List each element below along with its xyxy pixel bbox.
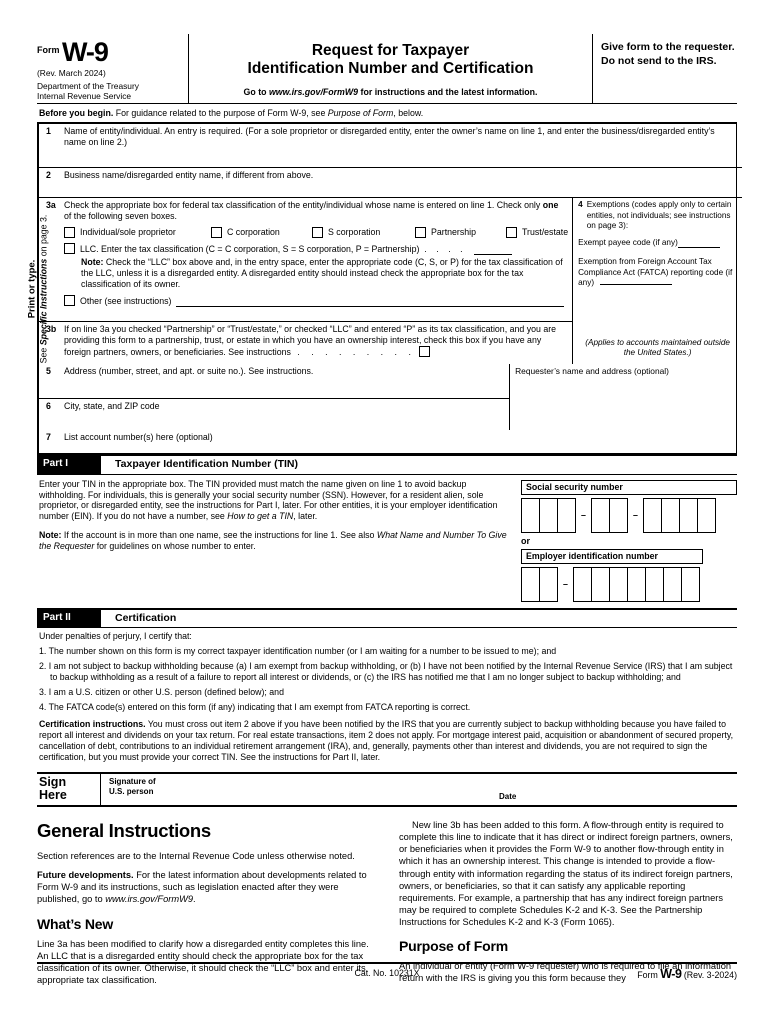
irs-url-italic: www.irs.gov/FormW9 [105, 894, 194, 905]
future-developments-text2: . [193, 894, 196, 905]
option-individual-label: Individual/sole proprietor [80, 227, 176, 238]
goto-prefix: Go to [243, 86, 269, 97]
line6-city-state-zip-field[interactable] [39, 399, 509, 430]
requester-name-address-field[interactable] [509, 364, 742, 430]
fatca-code-entry[interactable] [600, 284, 672, 285]
line7-number: 7 [46, 432, 51, 443]
tin-instructions-paragraph [39, 479, 509, 523]
line3b-foreign-partners-section [39, 322, 572, 364]
option-partnership-label: Partnership [431, 227, 476, 238]
see-prefix: See [38, 345, 49, 364]
ssn-dash: – [581, 509, 586, 520]
checkbox-s-corporation[interactable] [312, 227, 323, 238]
line2-number: 2 [46, 170, 51, 181]
ein-label-box: Employer identification number [521, 549, 703, 564]
tin-note-paragraph [39, 530, 509, 552]
or-label: or [521, 535, 530, 546]
date-label: Date [499, 792, 517, 802]
option-s-corporation-label: S corporation [328, 227, 381, 238]
whats-new-paragraph-2: New line 3b has been added to this form. A flow-through entity is required to complete this line to indicate that it has direct or indirect foreign partners, owners, or beneficiaries when it provides the Form W-9 to another flow-through entity in which it has an ownership interest. This change is intended to provide a flow-through entity with information regarding the status of its indirect foreign partners, owners, or beneficiaries, so that it can satisfy any applicable reporting requirements. For example, a partnership that has any indirect foreign partners may be required to complete Schedules K-2 and K-3. See the Partnership Instructions for Schedules K-2 and K-3 (Form 1065). [399, 820, 733, 927]
part1-body [37, 475, 737, 608]
option-trust-estate [506, 227, 568, 238]
page3-suffix: on page 3. [38, 214, 49, 259]
line3b-label: If on line 3a you checked “Partnership” or “Trust/estate,” or checked “LLC” and entered “P” as its tax classification, and you are providing this form to a partnership, trust, or estate in which you have an ownership interest, check this box if you have any foreign partners, owners, or beneficiaries. See instructions [64, 324, 557, 358]
llc-dot-leader: . . . . [424, 244, 463, 255]
tin-note-bold: Note: [39, 530, 62, 541]
ssn-dash: – [633, 509, 638, 520]
catalog-number: Cat. No. 10231X [354, 968, 420, 978]
whats-new-title: What’s New [37, 915, 114, 932]
line6-number: 6 [46, 401, 51, 412]
ssn-digit-cell[interactable] [521, 498, 540, 533]
exemptions-intro: Exemptions (codes apply only to certain entities, not individuals; see instructions on page 3): [586, 200, 732, 230]
fatca-exemption-label [578, 257, 737, 288]
box4-number: 4 [578, 200, 583, 210]
line5-label: Address (number, street, and apt. or suite no.). See instructions. [64, 366, 314, 377]
ein-digit-cell[interactable] [663, 567, 682, 602]
option-c-corporation [211, 227, 312, 238]
specific-instructions-emph: Specific Instructions [38, 258, 49, 346]
goto-instructions-line [197, 87, 584, 98]
ein-digit-cell[interactable] [609, 567, 628, 602]
us-person-label: U.S. person [109, 787, 154, 797]
option-s-corporation [312, 227, 415, 238]
part2-header-bar [37, 608, 737, 628]
line1-name-field[interactable] [39, 124, 742, 168]
certification-intro: Under penalties of perjury, I certify that: [39, 630, 192, 641]
before-begin-text2: , below. [393, 108, 424, 119]
before-you-begin-line [37, 104, 737, 122]
ein-digit-cell[interactable] [539, 567, 558, 602]
general-instructions-title: General Instructions [37, 820, 211, 842]
sign-label-line2: Here [39, 788, 67, 803]
purpose-of-form-paragraph: An individual or entity (Form W-9 requester) who is required to file an information return with the IRS is giving you this form because they [399, 961, 732, 984]
page-footer [37, 962, 737, 984]
specific-instructions-label [38, 134, 49, 444]
checkbox-c-corporation[interactable] [211, 227, 222, 238]
certification-item-1: 1. The number shown on this form is my correct taxpayer identification number (or I am waiting for a number to be issued to me); and [39, 645, 557, 656]
checkbox-individual-sole-proprietor[interactable] [64, 227, 75, 238]
ssn-digit-cell[interactable] [591, 498, 610, 533]
llc-option-row [64, 243, 568, 255]
tin-note-text2: for guidelines on whose number to enter. [94, 541, 256, 552]
irs-url-link[interactable]: www.irs.gov/FormW9 [268, 86, 359, 97]
form-title-line1: Request for Taxpayer [311, 42, 470, 59]
tin-instructions-text: Enter your TIN in the appropriate box. The TIN provided must match the name given on line 1 to avoid backup withholding. For individuals, this is generally your social security number (SSN). However, for a resident alien, sole proprietor, or disregarded entity, see the instructions for Part I, later. For other entities, it is your employer identification number (EIN). If you do not have a number, see [39, 478, 498, 522]
line1-number: 1 [46, 126, 51, 137]
checkbox-foreign-partners[interactable] [419, 346, 430, 357]
print-or-type-label: Print or type. [26, 259, 38, 319]
classification-options-row [64, 227, 568, 238]
line3a-classification-section [39, 198, 572, 322]
signature-entry[interactable] [156, 774, 497, 806]
purpose-of-form-reference: Purpose of Form [327, 108, 394, 119]
line3b-dot-leader: . . . . . . . . . [297, 347, 411, 358]
what-name-number-ref: What Name and Number To Give the Requester [39, 530, 507, 552]
form-revision: (Rev. March 2024) [37, 67, 106, 78]
line3a-label [64, 200, 558, 221]
certification-item-3: 3. I am a U.S. citizen or other U.S. person (defined below); and [39, 686, 284, 697]
certification-instructions [39, 719, 737, 763]
requester-label: Requester’s name and address (optional) [515, 366, 669, 377]
taxpayer-info-table [26, 122, 737, 454]
purpose-of-form-title: Purpose of Form [399, 937, 509, 954]
before-begin-text: For guidance related to the purpose of Form W-9, see [113, 108, 328, 119]
whats-new-paragraph-1: Line 3a has been modified to clarify how a disregarded entity completes this line. An LLC that is a disregarded entity should check the appropriate box for the tax classification of its owner. Otherwise, it should check the “LLC” box and enter its appropriate tax classification. [37, 938, 369, 985]
ssn-label-box: Social security number [521, 480, 737, 495]
form-reference [637, 967, 737, 983]
line3a-number: 3a [46, 200, 56, 211]
ssn-digit-cell[interactable] [609, 498, 628, 533]
certification-item-4: 4. The FATCA code(s) entered on this form (if any) indicating that I am exempt from FATCA reporting is correct. [39, 701, 471, 712]
line6-label: City, state, and ZIP code [64, 401, 160, 412]
give-form-notice: Give form to the requester. Do not send to the IRS. [592, 34, 737, 103]
ein-dash: – [563, 578, 568, 589]
part2-body [37, 628, 737, 772]
certification-instructions-bold: Certification instructions. [39, 718, 146, 729]
form-title-block [189, 34, 592, 103]
checkbox-trust-estate[interactable] [506, 227, 517, 238]
line3b-number: 3b [46, 324, 57, 335]
agency-label: Internal Revenue Service [37, 91, 132, 102]
department-label: Department of the Treasury [37, 81, 139, 92]
tin-instructions-text2: , later. [293, 511, 318, 522]
certification-item-2: 2. I am not subject to backup withholding because (a) I am exempt from backup withholding, or (b) I have not been notified by the Internal Revenue Service (IRS) that I am subject to backup withholding as a result of a failure to report all interest or dividends, or (c) the IRS has notified me that I am no longer subject to backup withholding; and [39, 660, 733, 682]
form-word: Form [37, 45, 60, 55]
checkbox-llc[interactable] [64, 243, 75, 254]
line2-business-name-field[interactable] [39, 168, 742, 198]
part1-title: Taxpayer Identification Number (TIN) [115, 458, 298, 471]
ein-input-boxes [521, 567, 737, 602]
ein-digit-cell[interactable] [645, 567, 664, 602]
tin-note-text1: If the account is in more than one name, see the instructions for line 1. See also [61, 530, 377, 541]
other-option-label: Other (see instructions) [80, 296, 172, 307]
fatca-exemption-text: Exemption from Foreign Account Tax Compliance Act (FATCA) reporting code (if any) [578, 257, 733, 287]
other-classification-entry[interactable] [176, 306, 564, 307]
line3a-one-bold: one [542, 200, 559, 211]
date-entry[interactable] [497, 774, 737, 806]
form-title-line2: Identification Number and Certification [247, 59, 534, 77]
form-number: W-9 [61, 37, 108, 67]
future-developments-bold: Future developments. [37, 870, 134, 881]
checkbox-partnership[interactable] [415, 227, 426, 238]
ssn-digit-cell[interactable] [643, 498, 662, 533]
option-partnership [415, 227, 506, 238]
future-developments-text: For the latest information about developments related to Form W-9 and its instructions, such as legislation enacted after they were published, go to [37, 870, 367, 905]
line7-label: List account number(s) here (optional) [64, 432, 213, 443]
part1-header-bar [37, 454, 737, 474]
sign-label-line1: Sign [39, 774, 67, 789]
ein-digit-cell[interactable] [627, 567, 646, 602]
before-begin-bold: Before you begin. [39, 108, 114, 119]
part2-title: Certification [115, 611, 177, 624]
ssn-digit-cell[interactable] [661, 498, 680, 533]
line2-label: Business name/disregarded entity name, if different from above. [64, 170, 314, 181]
exempt-payee-code-entry[interactable] [678, 247, 720, 248]
ein-digit-cell[interactable] [521, 567, 540, 602]
goto-suffix: for instructions and the latest information. [358, 86, 538, 97]
line3a-text2: of the following seven boxes. [64, 211, 177, 222]
option-trust-estate-label: Trust/estate [522, 227, 569, 238]
llc-note [81, 257, 568, 290]
future-developments-paragraph [37, 869, 375, 905]
certification-instructions-text: You must cross out item 2 above if you have been notified by the IRS that you are currently subject to backup withholding because you have failed to report all interest and dividends on your tax return. For real estate transactions, item 2 does not apply. For mortgage interest paid, acquisition or abandonment of secured property, cancellation of debt, contributions to an individual retirement arrangement (IRA), and, generally, payments other than interest and dividends, you are not required to sign the certification, but you must provide your correct TIN. See the instructions for Part II, later. [39, 718, 734, 762]
ein-digit-cell[interactable] [573, 567, 592, 602]
signature-of-label: Signature of [109, 776, 156, 786]
form-ref-number: W-9 [660, 967, 682, 981]
print-or-type-sidebar [26, 124, 49, 453]
form-header [37, 34, 737, 104]
box4-exemptions-section [572, 198, 742, 364]
line5-number: 5 [46, 366, 51, 377]
exempt-payee-code-label: Exempt payee code (if any) [578, 238, 678, 248]
part2-label: Part II [37, 610, 101, 627]
checkbox-other[interactable] [64, 295, 75, 306]
form-identity-block [37, 34, 189, 103]
llc-note-text: Check the “LLC” box above and, in the entry space, enter the appropriate code (C, S, or P) for the tax classification of the LLC, unless it is a disregarded entity. A disregarded entity should instead check the appropriate box for the tax classification of its owner. [81, 257, 563, 290]
line5-address-field[interactable] [39, 364, 509, 399]
part1-label: Part I [37, 456, 101, 473]
ssn-digit-cell[interactable] [539, 498, 558, 533]
ssn-digit-cell[interactable] [679, 498, 698, 533]
line3a-text1: Check the appropriate box for federal tax classification of the entity/individual whose name is entered on line 1. Check only [64, 200, 543, 211]
ssn-digit-cell[interactable] [557, 498, 576, 533]
applies-outside-us-note: (Applies to accounts maintained outside the United States.) [585, 337, 730, 358]
signature-section [37, 772, 737, 808]
how-to-get-a-tin-ref: How to get a TIN [227, 511, 294, 522]
line7-account-numbers-field[interactable] [39, 430, 742, 453]
section-references-paragraph: Section references are to the Internal Revenue Code unless otherwise noted. [37, 851, 355, 862]
ssn-digit-cell[interactable] [697, 498, 716, 533]
other-option-row [64, 295, 568, 307]
option-c-corporation-label: C corporation [227, 227, 280, 238]
option-individual [64, 227, 211, 238]
ein-digit-cell[interactable] [681, 567, 700, 602]
form-ref-prefix: Form [637, 970, 661, 980]
line1-label: Name of entity/individual. An entry is required. (For a sole proprietor or disregarded entity, enter the owner’s name on line 1, and enter the business/disregarded entity’s name on line 2.) [64, 126, 715, 148]
ein-digit-cell[interactable] [591, 567, 610, 602]
ssn-input-boxes [521, 498, 737, 533]
form-ref-revision: (Rev. 3-2024) [681, 970, 737, 980]
llc-option-label: LLC. Enter the tax classification (C = C corporation, S = S corporation, P = Partnership) [80, 244, 420, 255]
llc-classification-entry[interactable] [474, 254, 512, 255]
llc-note-bold: Note: [81, 257, 104, 268]
